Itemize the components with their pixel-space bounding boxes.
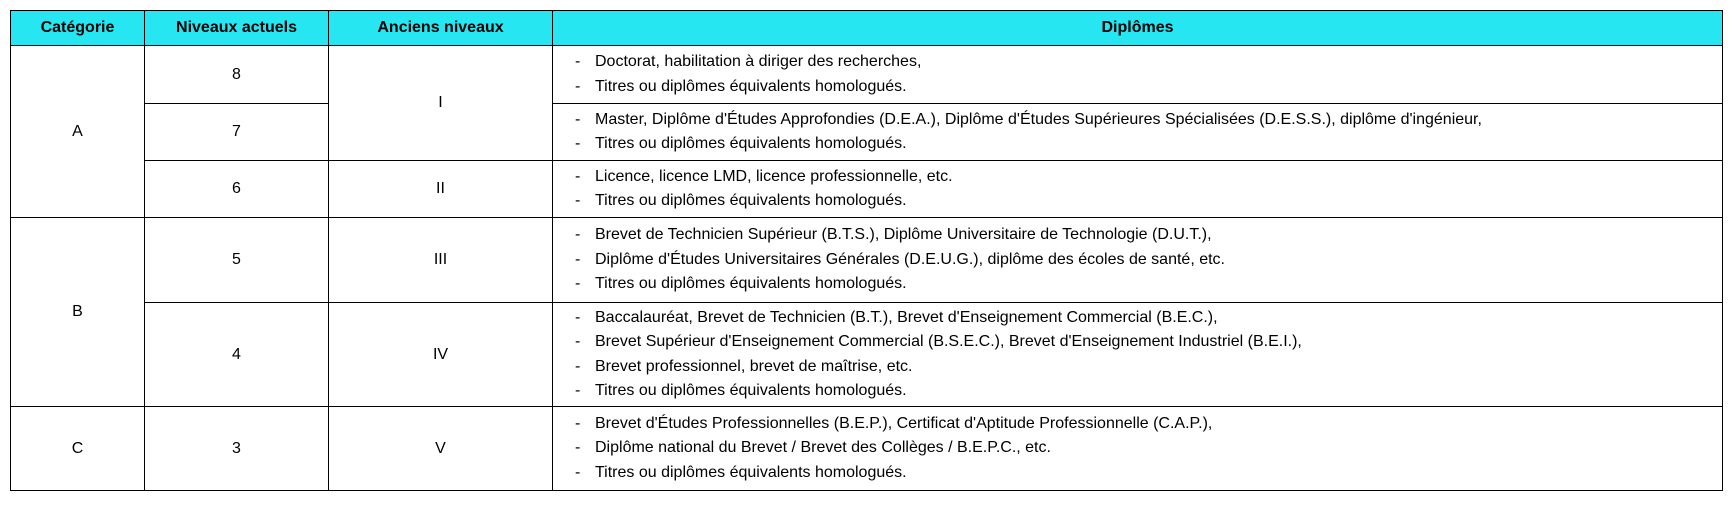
diplome-text: Titres ou diplômes équivalents homologués. <box>595 135 907 152</box>
bullet-dash: - <box>575 192 581 209</box>
bullet-dash: - <box>575 53 581 70</box>
diplome-text: Licence, licence LMD, licence professionnelle, etc. <box>595 167 953 185</box>
diplome-text: Brevet Supérieur d'Enseignement Commercial (B.S.E.C.), Brevet d'Enseignement Industriel (B.E.I.), <box>595 333 1302 350</box>
table-row <box>11 104 1723 161</box>
diplomes-cell <box>553 303 1723 407</box>
category-cell-b: B <box>11 218 145 407</box>
bullet-dash: - <box>575 167 581 185</box>
diplomes-list <box>575 306 1722 404</box>
niveau-cell: 3 <box>145 407 329 491</box>
bullet-dash: - <box>575 439 581 457</box>
bullet-dash: - <box>575 135 581 152</box>
diplome-line <box>575 355 1722 380</box>
header-niveaux-actuels: Niveaux actuels <box>145 11 329 46</box>
header-categorie: Catégorie <box>11 11 145 46</box>
diplomes-cell <box>553 46 1723 104</box>
ancien-niveau-cell-iii: III <box>329 218 553 303</box>
diplomes-list <box>575 223 1722 297</box>
ancien-niveau-cell-ii: II <box>329 161 553 218</box>
diplome-text: Brevet d'Études Professionnelles (B.E.P.), Certificat d'Aptitude Professionnelle (C.A.P.), <box>595 414 1213 432</box>
bullet-dash: - <box>575 414 581 432</box>
diplome-line <box>575 330 1722 355</box>
niveau-cell: 7 <box>145 104 329 161</box>
diplome-line <box>575 306 1722 331</box>
diplomes-cell <box>553 407 1723 491</box>
ancien-niveau-cell-i: I <box>329 46 553 161</box>
bullet-dash: - <box>575 275 581 293</box>
diplomes-list <box>575 50 1722 99</box>
table-row <box>11 46 1723 104</box>
category-cell-a: A <box>11 46 145 218</box>
bullet-dash: - <box>575 308 581 326</box>
niveau-cell: 6 <box>145 161 329 218</box>
diplome-text: Titres ou diplômes équivalents homologués. <box>595 382 907 399</box>
diplomas-table <box>10 10 1723 491</box>
bullet-dash: - <box>575 463 581 481</box>
category-cell-c: C <box>11 407 145 491</box>
diplomes-cell <box>553 104 1723 161</box>
diplome-text: Doctorat, habilitation à diriger des recherches, <box>595 53 922 70</box>
ancien-niveau-cell-iv: IV <box>329 303 553 407</box>
ancien-niveau-cell-v: V <box>329 407 553 491</box>
table-row <box>11 303 1723 407</box>
diplomes-cell <box>553 218 1723 303</box>
niveau-cell: 8 <box>145 46 329 104</box>
bullet-dash: - <box>575 226 581 244</box>
table-row <box>11 218 1723 303</box>
diplome-line <box>575 379 1722 404</box>
niveau-cell: 4 <box>145 303 329 407</box>
diplome-text: Brevet professionnel, brevet de maîtrise, etc. <box>595 357 913 375</box>
diplome-text: Titres ou diplômes équivalents homologués. <box>595 192 907 209</box>
diplome-text: Master, Diplôme d'Études Approfondies (D.E.A.), Diplôme d'Études Supérieures Spécialisées (D.E.S.S.), diplôme d'ingénieur, <box>595 110 1482 128</box>
diplome-line <box>575 75 1722 100</box>
bullet-dash: - <box>575 357 581 375</box>
diplome-line <box>575 461 1722 486</box>
diplome-text: Titres ou diplômes équivalents homologués. <box>595 463 907 481</box>
niveau-cell: 5 <box>145 218 329 303</box>
diplome-line <box>575 108 1722 133</box>
bullet-dash: - <box>575 333 581 350</box>
diplome-line <box>575 132 1722 157</box>
diplome-text: Diplôme d'Études Universitaires Générales (D.E.U.G.), diplôme des écoles de santé, etc. <box>595 250 1225 268</box>
diplome-line <box>575 248 1722 273</box>
diplome-line <box>575 50 1722 75</box>
header-anciens-niveaux: Anciens niveaux <box>329 11 553 46</box>
diplome-line <box>575 436 1722 461</box>
diplome-line <box>575 272 1722 297</box>
diplomes-cell <box>553 161 1723 218</box>
diplome-text: Brevet de Technicien Supérieur (B.T.S.), Diplôme Universitaire de Technologie (D.U.T.), <box>595 226 1212 244</box>
bullet-dash: - <box>575 110 581 128</box>
diplome-text: Diplôme national du Brevet / Brevet des Collèges / B.E.P.C., etc. <box>595 439 1051 457</box>
diplome-text: Baccalauréat, Brevet de Technicien (B.T.), Brevet d'Enseignement Commercial (B.E.C.), <box>595 308 1218 326</box>
bullet-dash: - <box>575 250 581 268</box>
diplome-line <box>575 165 1722 190</box>
diplome-text: Titres ou diplômes équivalents homologués. <box>595 77 907 95</box>
diplomes-list <box>575 165 1722 214</box>
table-row <box>11 407 1723 491</box>
header-row <box>11 11 1723 46</box>
table-row <box>11 161 1723 218</box>
diplomes-list <box>575 108 1722 157</box>
diplome-line <box>575 189 1722 214</box>
diplome-line <box>575 223 1722 248</box>
diplome-text: Titres ou diplômes équivalents homologués. <box>595 275 907 293</box>
bullet-dash: - <box>575 77 581 95</box>
diplomes-list <box>575 412 1722 486</box>
diplome-line <box>575 412 1722 437</box>
header-diplomes: Diplômes <box>553 11 1723 46</box>
bullet-dash: - <box>575 382 581 399</box>
